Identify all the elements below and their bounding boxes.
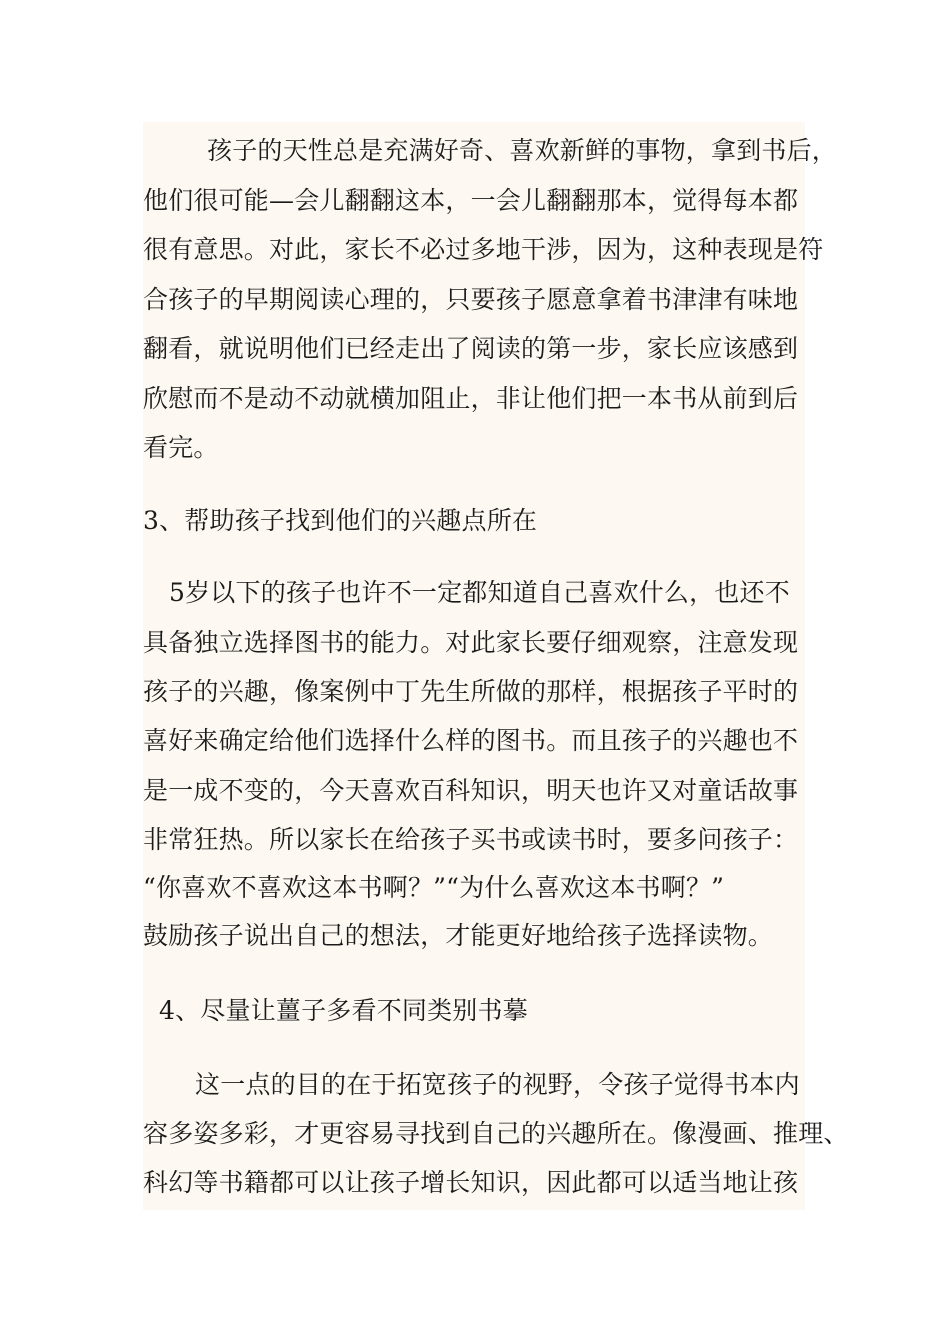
paragraph-2-line-7: “你喜欢不喜欢这本书啊？”“为什么喜欢这本书啊？” bbox=[143, 873, 725, 902]
paragraph-1-line-1: 孩子的天性总是充满好奇、喜欢新鲜的事物，拿到书后， bbox=[207, 136, 838, 165]
paragraph-3-line-2: 容多姿多彩，才更容易寻找到自己的兴趣所在。像漫画、推理、 bbox=[143, 1119, 849, 1148]
paragraph-1-line-3: 很有意思。对此，家长不必过多地干涉，因为，这种表现是符 bbox=[143, 235, 824, 264]
paragraph-1-line-6: 欣慰而不是动不动就横加阻止，非让他们把一本书从前到后 bbox=[143, 384, 799, 413]
paragraph-1-line-5: 翻看，就说明他们已经走出了阅读的第一步，家长应该感到 bbox=[143, 334, 799, 363]
paragraph-2-line-1: 5岁以下的孩子也许不一定都知道自己喜欢什么，也还不 bbox=[169, 578, 790, 607]
paragraph-2-line-3: 孩子的兴趣，像案例中丁先生所做的那样，根据孩子平时的 bbox=[143, 677, 799, 706]
paragraph-1-line-2: 他们很可能—会儿翻翻这本，一会儿翻翻那本，觉得每本都 bbox=[143, 186, 799, 215]
paragraph-2-line-4: 喜好来确定给他们选择什么样的图书。而且孩子的兴趣也不 bbox=[143, 726, 799, 755]
paragraph-2-line-8: 鼓励孩子说出自己的想法，才能更好地给孩子选择读物。 bbox=[143, 921, 774, 950]
paragraph-1-line-7: 看完。 bbox=[143, 433, 219, 462]
paragraph-2-line-5: 是一成不变的，今天喜欢百科知识，明天也许又对童话故事 bbox=[143, 776, 799, 805]
paragraph-2-line-6: 非常狂热。所以家长在给孩子买书或读书时，要多问孩子： bbox=[143, 825, 799, 854]
paragraph-2-line-2: 具备独立选择图书的能力。对此家长要仔细观察，注意发现 bbox=[143, 628, 799, 657]
section-heading-4: 4、尽量让薑子多看不同类别书摹 bbox=[159, 996, 528, 1025]
paragraph-3-line-1: 这一点的目的在于拓宽孩子的视野，令孩子觉得书本内 bbox=[195, 1070, 800, 1099]
paragraph-3-line-3: 科幻等书籍都可以让孩子增长知识，因此都可以适当地让孩 bbox=[143, 1168, 799, 1197]
paragraph-1-line-4: 合孩子的早期阅读心理的，只要孩子愿意拿着书津津有味地 bbox=[143, 285, 799, 314]
document-text-column bbox=[143, 122, 849, 1210]
section-heading-3: 3、帮助孩子找到他们的兴趣点所在 bbox=[143, 506, 538, 535]
